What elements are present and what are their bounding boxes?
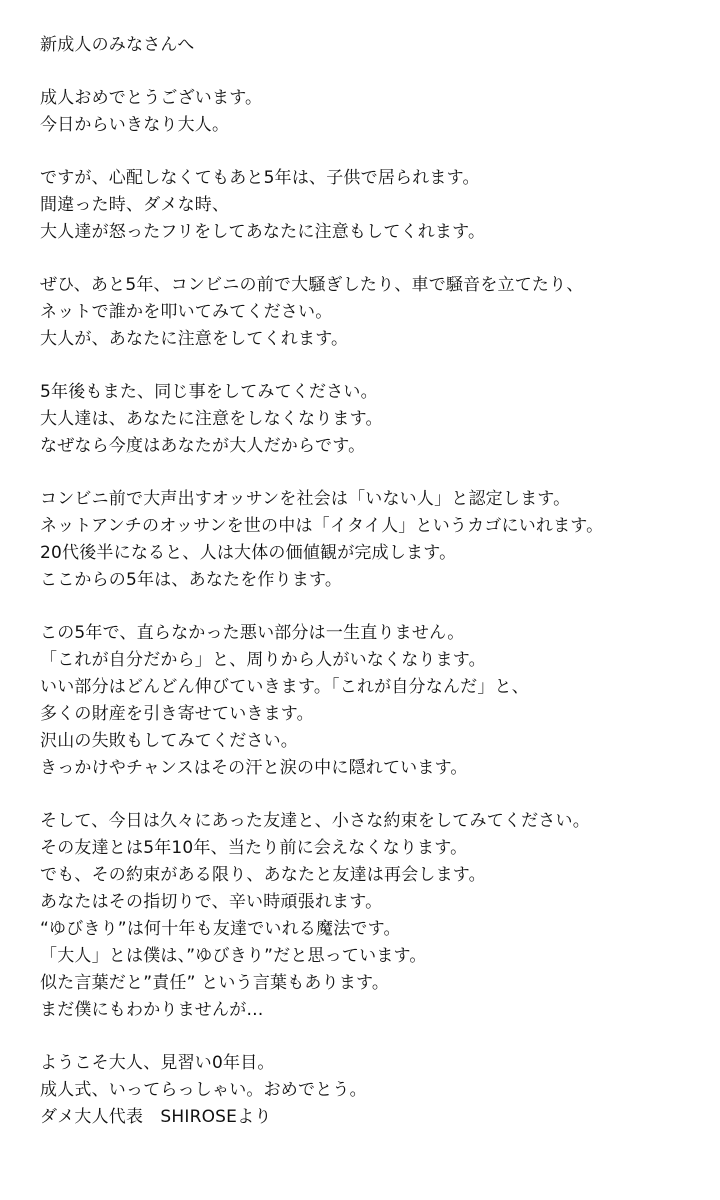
text-line: この5年で、直らなかった悪い部分は一生直りません。: [40, 623, 465, 643]
text-line: ですが、心配しなくてもあと5年は、子供で居られます。: [40, 168, 480, 188]
text-line: コンビニ前で大声出すオッサンを社会は「いない人」と認定します。: [40, 489, 571, 509]
paragraph-five-years-later: [40, 379, 700, 460]
paragraph-closing: [40, 1050, 700, 1131]
text-line: “ゆびきり”は何十年も友達でいれる魔法です。: [40, 919, 401, 939]
text-line: ネットで誰かを叩いてみてください。: [40, 302, 333, 322]
text-line: 似た言葉だと”責任” という言葉もあります。: [40, 973, 390, 993]
paragraph-growth: [40, 620, 700, 782]
text-line: ようこそ大人、見習い0年目。: [40, 1053, 275, 1073]
text-line: なぜなら今度はあなたが大人だからです。: [40, 436, 366, 456]
paragraph-society: [40, 486, 700, 594]
text-line: 大人達が怒ったフリをしてあなたに注意もしてくれます。: [40, 222, 486, 242]
text-line: いい部分はどんどん伸びていきます。「これが自分なんだ」と、: [40, 677, 529, 697]
signature-line: ダメ大人代表 SHIROSEより: [40, 1107, 272, 1127]
paragraph-five-years: [40, 165, 700, 246]
text-line: ここからの5年は、あなたを作ります。: [40, 570, 343, 590]
text-line: 5年後もまた、同じ事をしてみてください。: [40, 382, 378, 402]
text-line: 多くの財産を引き寄せていきます。: [40, 704, 314, 724]
text-line: あなたはその指切りで、辛い時頑張れます。: [40, 892, 383, 912]
text-line: 「これが自分だから」と、周りから人がいなくなります。: [40, 650, 486, 670]
text-line: 成人式、いってらっしゃい。おめでとう。: [40, 1080, 367, 1100]
text-line: 新成人のみなさんへ: [40, 35, 195, 55]
text-line: 沢山の失敗もしてみてください。: [40, 731, 298, 751]
text-line: 大人達は、あなたに注意をしなくなります。: [40, 409, 383, 429]
paragraph-promise: [40, 808, 700, 1024]
text-line: きっかけやチャンスはその汗と涙の中に隠れています。: [40, 758, 468, 778]
paragraph-try-it: [40, 272, 700, 353]
text-line: 大人が、あなたに注意をしてくれます。: [40, 329, 349, 349]
text-line: 間違った時、ダメな時、: [40, 195, 230, 215]
text-line: 「大人」とは僕は、”ゆびきり”だと思っています。: [40, 946, 427, 966]
text-line: ネットアンチのオッサンを世の中は「イタイ人」というカゴにいれます。: [40, 516, 604, 536]
text-line: 今日からいきなり大人。: [40, 115, 230, 135]
text-line: そして、今日は久々にあった友達と、小さな約束をしてみてください。: [40, 811, 590, 831]
text-line: その友達とは5年10年、当たり前に会えなくなります。: [40, 838, 468, 858]
text-line: 成人おめでとうございます。: [40, 88, 263, 108]
paragraph-salutation: [40, 32, 700, 59]
paragraph-congrats: [40, 85, 700, 139]
text-line: ぜひ、あと5年、コンビニの前で大騒ぎしたり、車で騒音を立てたり、: [40, 275, 584, 295]
letter-body: [40, 32, 700, 1157]
text-line: 20代後半になると、人は大体の価値観が完成します。: [40, 543, 457, 563]
text-line: まだ僕にもわかりませんが…: [40, 1000, 264, 1020]
text-line: でも、その約束がある限り、あなたと友達は再会します。: [40, 865, 486, 885]
